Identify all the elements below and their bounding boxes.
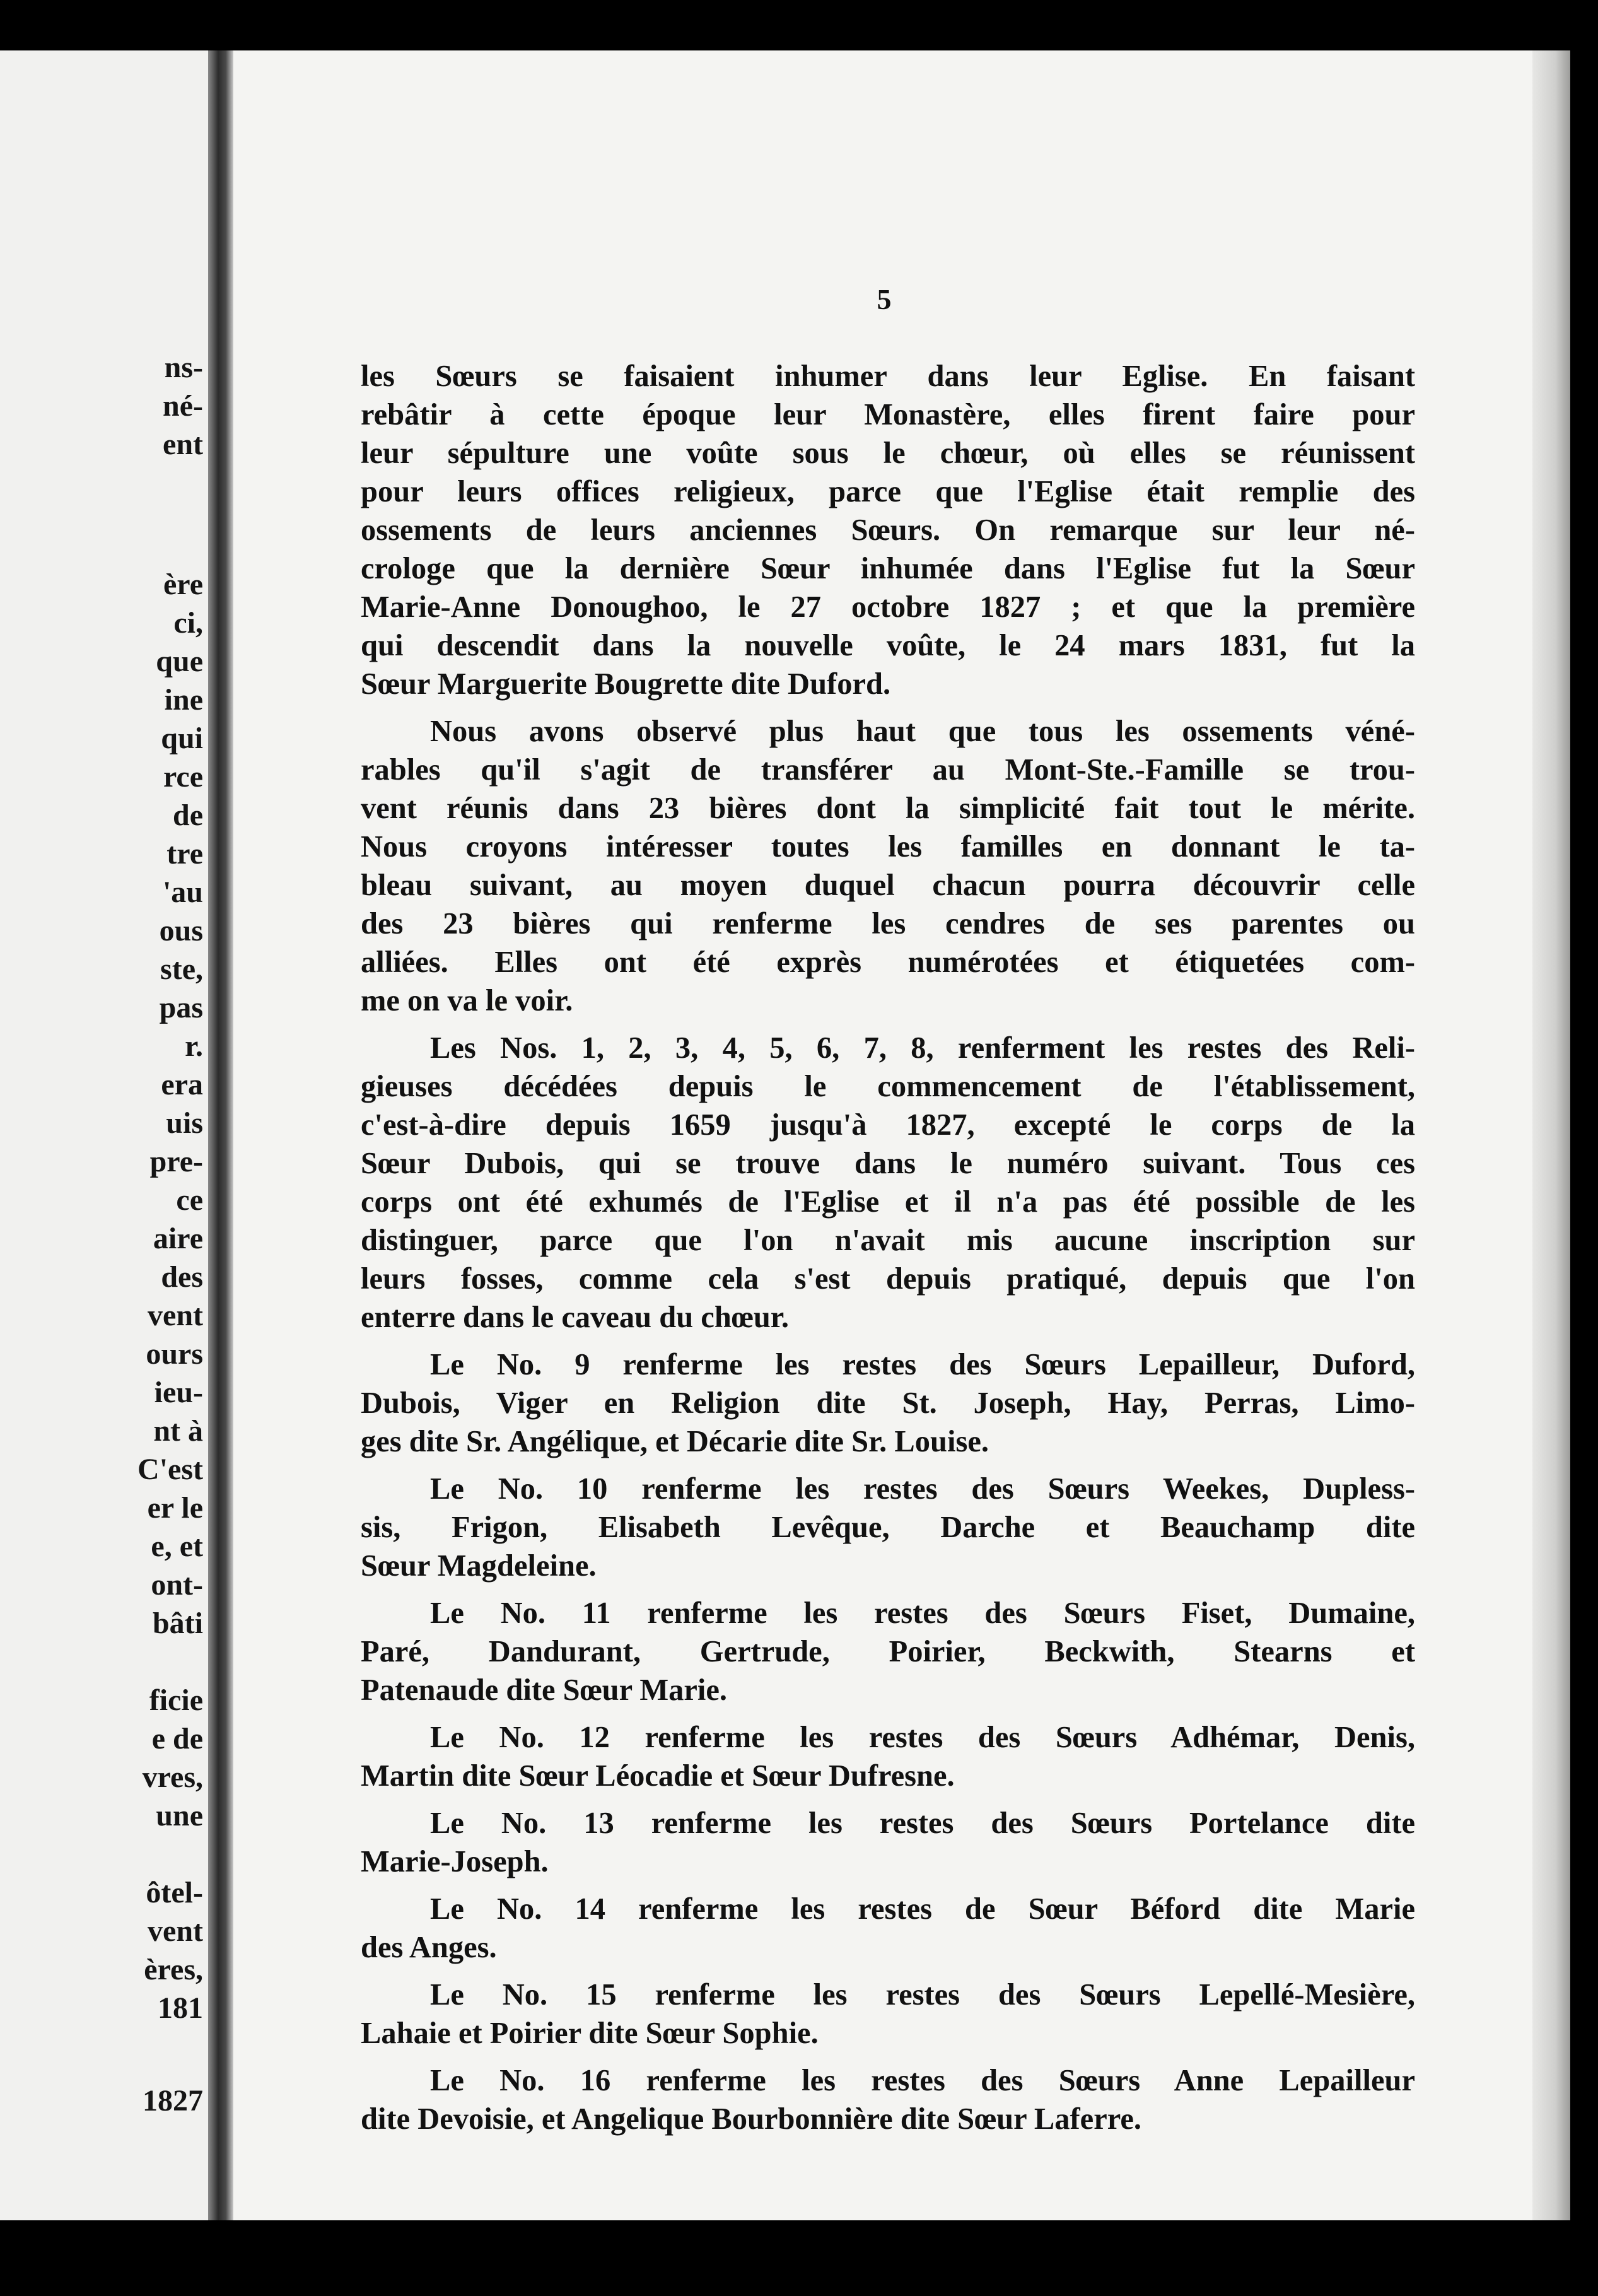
left-fragment-line: ôtel- [146,1876,203,1909]
left-fragment-line: une [156,1799,203,1832]
paragraph [361,1890,1415,1967]
text-line: les Sœurs se faisaient inhumer dans leur Eglise. En faisant [361,360,1415,393]
paragraph [361,357,1415,703]
left-fragment-line: ours [146,1337,203,1371]
page-number: 5 [877,283,892,315]
text-line: Nous avons observé plus haut que tous les ossements véné- [430,715,1415,748]
text-line: rables qu'il s'agit de transférer au Mont-Ste.-Famille se trou- [361,753,1415,787]
left-fragment-line: des [161,1260,203,1294]
left-fragment-line: ous [159,914,203,947]
text-line: gieuses décédées depuis le commencement de l'établissement, [361,1070,1415,1103]
text-line: Le No. 16 renferme les restes des Sœurs Anne Lepailleur [430,2064,1415,2097]
left-fragment-line: 181 [158,1991,203,2025]
left-fragment-line [137,1643,203,1681]
book-gutter [208,50,233,2220]
text-line: Marie-Anne Donoughoo, le 27 octobre 1827 ; et que la première [361,590,1415,624]
text-line: Le No. 13 renferme les restes des Sœurs Portelance dite [430,1807,1415,1840]
left-fragment-line: 1827 [143,2084,203,2117]
text-line: ges dite Sr. Angélique, et Décarie dite Sr. Louise. [361,1425,989,1458]
left-fragment-line: né- [163,389,203,423]
text-line: ossements de leurs anciennes Sœurs. On remarque sur leur né- [361,513,1415,547]
text-line: sis, Frigon, Elisabeth Levêque, Darche et Beauchamp dite [361,1511,1415,1544]
left-fragment-line: ci, [173,606,203,640]
left-margin-fragments-middle [137,565,203,2027]
text-line: dite Devoisie, et Angelique Bourbonnière dite Sœur Laferre. [361,2102,1142,2136]
text-line: Martin dite Sœur Léocadie et Sœur Dufresne. [361,1759,955,1793]
text-line: Sœur Dubois, qui se trouve dans le numéro suivant. Tous ces [361,1147,1415,1180]
text-line: Nous croyons intéresser toutes les familles en donnant le ta- [361,830,1415,864]
left-fragment-line: ns- [164,351,203,384]
text-line: qui descendit dans la nouvelle voûte, le 24 mars 1831, fut la [361,629,1415,662]
text-line: Les Nos. 1, 2, 3, 4, 5, 6, 7, 8, renferment les restes des Reli- [430,1031,1415,1065]
text-line: Le No. 14 renferme les restes de Sœur Béford dite Marie [430,1892,1415,1926]
left-fragment-line: qui [161,722,203,755]
text-line: Le No. 9 renferme les restes des Sœurs Lepailleur, Duford, [430,1348,1415,1381]
paragraph [361,712,1415,1020]
text-line: me on va le voir. [361,984,573,1017]
text-line: pour leurs offices religieux, parce que l'Eglise était remplie des [361,475,1415,508]
left-fragment-line: rce [163,760,203,794]
left-margin-fragments-bottom [143,2082,203,2120]
left-fragment-line: bâti [152,1607,203,1640]
page-body-text [361,357,1415,2147]
left-fragment-line: que [156,645,203,678]
paragraph [361,1718,1415,1795]
left-fragment-line: e de [151,1722,203,1755]
left-fragment-line: ont- [151,1568,203,1602]
left-fragment-line: C'est [137,1453,203,1486]
text-line: Le No. 12 renferme les restes des Sœurs Adhémar, Denis, [430,1721,1415,1754]
left-fragment-line: er le [147,1491,203,1525]
left-fragment-line: ères, [144,1953,203,1986]
text-line: Le No. 15 renferme les restes des Sœurs Lepellé-Mesière, [430,1978,1415,2012]
paragraph [361,1345,1415,1461]
left-fragment-line: pas [159,991,203,1024]
left-fragment-line: ent [163,428,203,461]
left-fragment-line: ficie [149,1684,203,1717]
left-fragment-line: ieu- [154,1376,203,1409]
left-fragment-line: nt à [153,1414,203,1448]
text-line: Lahaie et Poirier dite Sœur Sophie. [361,2017,819,2050]
paragraph [361,1804,1415,1881]
left-fragment-line: vent [148,1299,203,1332]
page-edge [1532,50,1570,2220]
text-line: Sœur Magdeleine. [361,1549,597,1583]
left-fragment-line: vres, [142,1760,203,1794]
left-fragment-line: tre [166,837,203,870]
left-fragment-line: de [173,799,203,832]
text-line: Dubois, Viger en Religion dite St. Joseph, Hay, Perras, Limo- [361,1386,1415,1420]
left-fragment-line: pre- [149,1145,203,1178]
text-line: alliées. Elles ont été exprès numérotées et étiquetées com- [361,946,1415,979]
text-line: leur sépulture une voûte sous le chœur, où elles se réunissent [361,436,1415,470]
left-fragment-line: vent [148,1914,203,1948]
paragraph [361,1594,1415,1709]
left-fragment-line: 'au [162,876,203,909]
left-fragment-line: e, et [151,1530,203,1563]
text-line: enterre dans le caveau du chœur. [361,1301,789,1334]
text-line: rebâtir à cette époque leur Monastère, elles firent faire pour [361,398,1415,431]
left-fragment-line: aire [153,1222,203,1255]
text-line: vent réunis dans 23 bières dont la simplicité fait tout le mérite. [361,792,1415,825]
text-line: c'est-à-dire depuis 1659 jusqu'à 1827, excepté le corps de la [361,1108,1415,1142]
text-line: Paré, Dandurant, Gertrude, Poirier, Beckwith, Stearns et [361,1635,1415,1668]
paragraph [361,1470,1415,1585]
text-line: Le No. 10 renferme les restes des Sœurs Weekes, Dupless- [430,1472,1415,1506]
paragraph [361,2061,1415,2138]
left-fragment-line: r. [185,1029,203,1063]
paragraph [361,1029,1415,1337]
left-fragment-line: ère [163,568,203,601]
paragraph [361,1976,1415,2053]
left-fragment-line [137,1835,203,1873]
text-line: Marie-Joseph. [361,1845,549,1878]
left-fragment-line: uis [166,1106,203,1140]
text-line: Sœur Marguerite Bougrette dite Duford. [361,667,891,701]
text-line: des Anges. [361,1931,497,1964]
text-line: Patenaude dite Sœur Marie. [361,1673,728,1707]
left-fragment-line: ste, [160,952,203,986]
left-margin-fragments-top [163,348,203,464]
text-line: crologe que la dernière Sœur inhumée dans l'Eglise fut la Sœur [361,552,1415,585]
text-line: corps ont été exhumés de l'Eglise et il n'a pas été possible de les [361,1185,1415,1219]
text-line: leurs fosses, comme cela s'est depuis pratiqué, depuis que l'on [361,1262,1415,1296]
text-line: bleau suivant, au moyen duquel chacun pourra découvrir celle [361,869,1415,902]
text-line: Le No. 11 renferme les restes des Sœurs Fiset, Dumaine, [430,1596,1415,1630]
text-line: distinguer, parce que l'on n'avait mis aucune inscription sur [361,1224,1415,1257]
left-fragment-line: ce [176,1183,203,1217]
left-fragment-line: ine [164,683,203,717]
left-fragment-line: era [161,1068,203,1101]
previous-page-fragment [0,50,208,2220]
text-line: des 23 bières qui renferme les cendres de ses parentes ou [361,907,1415,940]
